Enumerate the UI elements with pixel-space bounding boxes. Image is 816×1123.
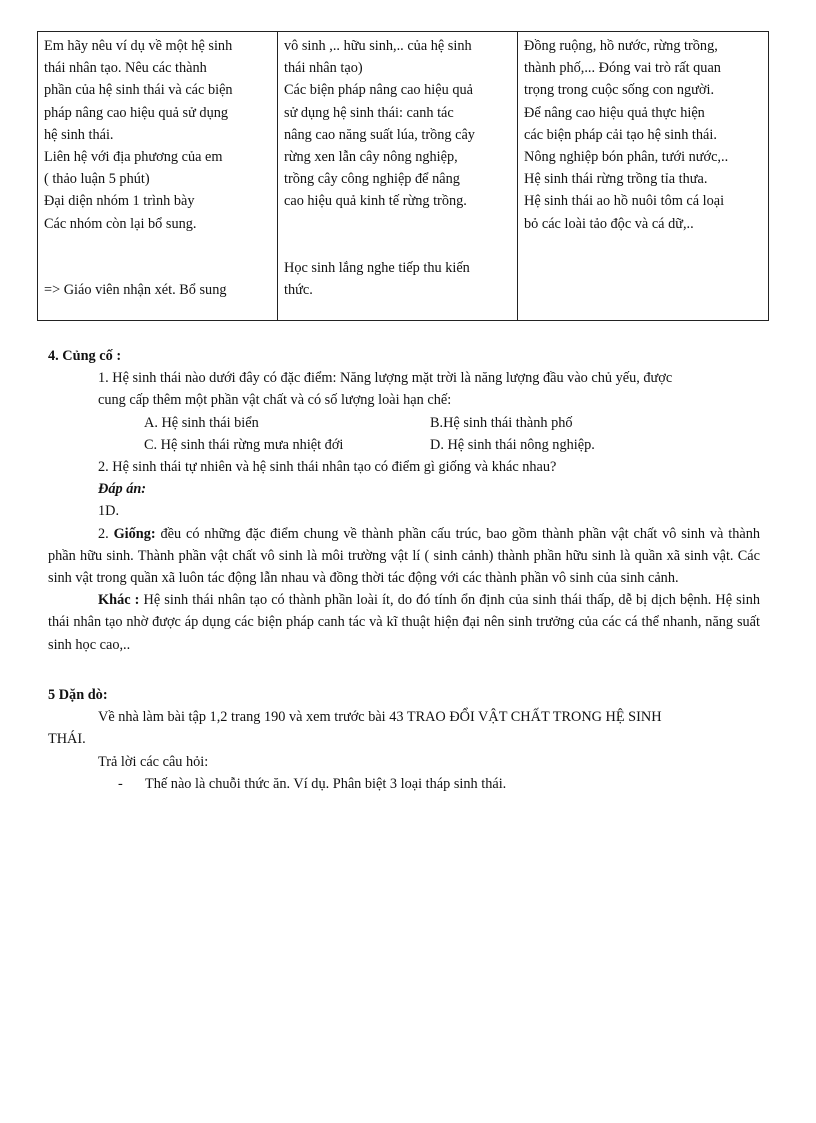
- option-a: A. Hệ sinh thái biển: [144, 414, 259, 431]
- bullet-dash: -: [118, 775, 123, 792]
- different-label: Khác :: [98, 592, 140, 609]
- content-cell: [518, 32, 769, 321]
- text-line: cao hiệu quả kinh tế rừng trồng.: [284, 193, 467, 210]
- options-row-1: [48, 412, 760, 434]
- text-line: Đại diện nhóm 1 trình bày: [44, 193, 195, 210]
- text-line: pháp nâng cao hiệu quả sử dụng: [44, 104, 229, 121]
- homework-line-cont: THÁI.: [48, 731, 86, 748]
- option-d: D. Hệ sinh thái nông nghiệp.: [430, 436, 595, 453]
- answer-different: [48, 589, 760, 656]
- question-1: 1. Hệ sinh thái nào dưới đây có đặc điểm: Năng lượng mặt trời là năng lượng đầu vào chủ yếu, được: [98, 370, 673, 387]
- text-line: Để nâng cao hiệu quả thực hiện: [524, 104, 705, 121]
- answer-number: 2.: [98, 525, 114, 542]
- text-line: Các biện pháp nâng cao hiệu quả: [284, 82, 473, 99]
- bullet-text: Thế nào là chuỗi thức ăn. Ví dụ. Phân biệt 3 loại tháp sinh thái.: [145, 775, 507, 792]
- answer-1: 1D.: [98, 503, 120, 520]
- text-line: nâng cao năng suất lúa, trồng cây: [284, 126, 475, 143]
- text-line: Các nhóm còn lại bổ sung.: [44, 215, 197, 232]
- text-line: hệ sinh thái.: [44, 126, 114, 143]
- teacher-activity-cell: [38, 32, 278, 321]
- similar-text: đều có những đặc điểm chung về thành phần cấu trúc, bao gồm thành phần vật chất vô sinh và thành phần hữu sinh. Thành phần vật chất vô sinh là môi trường vật lí ( sinh cảnh) thành phần hữu sinh là quần xã sinh vật. Các sinh vật trong quần xã luôn tác động lẫn nhau và đồng thời tác động với các thành phần vô sinh của sinh cảnh.: [48, 525, 761, 587]
- text-line: sử dụng hệ sinh thái: canh tác: [284, 104, 454, 121]
- text-line: Hệ sinh thái ao hồ nuôi tôm cá loại: [524, 193, 725, 210]
- text-line: bỏ các loài tảo độc và cá dữ,..: [524, 215, 694, 232]
- activity-table: [37, 31, 769, 321]
- text-line: Em hãy nêu ví dụ về một hệ sinh: [44, 38, 233, 54]
- text-line: Hệ sinh thái rừng trồng tỉa thưa.: [524, 171, 708, 188]
- options-row-2: [48, 434, 760, 456]
- answer-similar: [48, 523, 760, 590]
- teacher-conclusion: => Giáo viên nhận xét. Bổ sung: [44, 281, 227, 298]
- homework-section: [48, 684, 760, 795]
- text-line: thái nhân tạo): [284, 60, 363, 77]
- text-line: Nông nghiệp bón phân, tưới nước,..: [524, 149, 729, 166]
- student-activity-cell: [278, 32, 518, 321]
- option-c: C. Hệ sinh thái rừng mưa nhiệt đới: [144, 436, 344, 453]
- text-line: trồng cây công nghiệp để nâng: [284, 171, 460, 188]
- text-line: Học sinh lắng nghe tiếp thu kiến: [284, 259, 470, 276]
- question-2: 2. Hệ sinh thái tự nhiên và hệ sinh thái nhân tạo có điểm gì giống và khác nhau?: [98, 459, 557, 476]
- section-heading: 4. Củng cố :: [48, 348, 122, 364]
- text-line: rừng xen lẫn cây nông nghiệp,: [284, 149, 458, 166]
- question-1-cont: cung cấp thêm một phần vật chất và có số lượng loài hạn chế:: [98, 392, 452, 409]
- text-line: các biện pháp cải tạo hệ sinh thái.: [524, 126, 717, 143]
- different-text: Hệ sinh thái nhân tạo có thành phần loài ít, do đó tính ổn định của sinh thái thấp, dễ bị dịch bệnh. Hệ sinh thái nhân tạo nhờ được áp dụng các biện pháp canh tác và kĩ thuật hiện đại nên sinh trưởng của các cá thể nhanh, năng suất sinh học cao,..: [48, 592, 760, 653]
- text-line: trọng trong cuộc sống con người.: [524, 82, 715, 99]
- similar-label: Giống:: [113, 525, 156, 542]
- homework-line: Về nhà làm bài tập 1,2 trang 190 và xem trước bài 43 TRAO ĐỔI VẬT CHẤT TRONG HỆ SINH: [98, 709, 662, 726]
- text-line: Đồng ruộng, hồ nước, rừng trồng,: [524, 38, 718, 54]
- text-line: thái nhân tạo. Nêu các thành: [44, 60, 207, 77]
- text-line: vô sinh ,.. hữu sinh,.. của hệ sinh: [284, 38, 472, 54]
- answer-label: Đáp án:: [98, 481, 147, 498]
- text-line: ( thảo luận 5 phút): [44, 171, 150, 188]
- homework-questions: Trả lời các câu hỏi:: [98, 753, 209, 770]
- section-heading: 5 Dặn dò:: [48, 687, 108, 703]
- consolidation-section: [48, 345, 760, 656]
- option-b: B.Hệ sinh thái thành phố: [430, 414, 573, 431]
- text-line: thức.: [284, 281, 313, 298]
- bullet-item: [48, 773, 760, 795]
- text-line: Liên hệ với địa phương của em: [44, 149, 223, 166]
- text-line: phần của hệ sinh thái và các biện: [44, 82, 233, 99]
- text-line: thành phố,... Đóng vai trò rất quan: [524, 60, 721, 77]
